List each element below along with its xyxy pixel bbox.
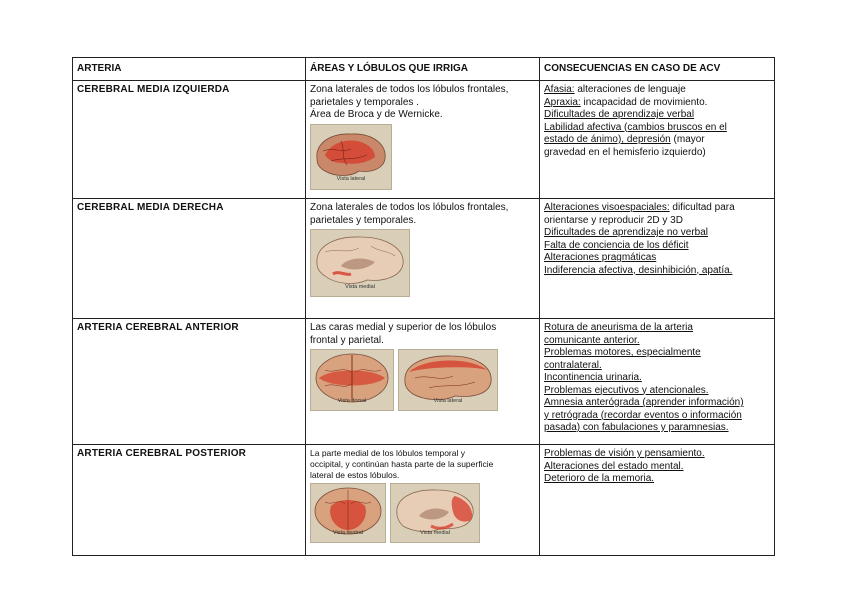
consequences-cell: Afasia: alteraciones de lenguaje Apraxia: incapacidad de movimiento. Dificultades de aprendizaje verbal Labilidad afectiva (cambios bruscos en el estado de ánimo), depresión (mayor gravedad en el hemisferio izquierdo): [540, 81, 775, 199]
consequences-cell: Alteraciones visoespaciales: dificultad para orientarse y reproducir 2D y 3D Dificultades de aprendizaje no verbal Falta de conciencia de los déficit Alteraciones pragmáticas Indiferencia afectiva, desinhibición, apatía.: [540, 199, 775, 319]
brain-medial-image: [310, 229, 410, 297]
image-caption: Vista lateral: [336, 176, 366, 182]
artery-name: ARTERIA CEREBRAL POSTERIOR: [77, 448, 247, 459]
image-caption: Vista lateral: [433, 397, 463, 404]
image-caption: Vista medial: [345, 283, 375, 290]
artery-name: ARTERIA CEREBRAL ANTERIOR: [77, 322, 239, 333]
table-row: [73, 199, 775, 319]
artery-name: CEREBRAL MEDIA IZQUIERDA: [77, 84, 230, 95]
header-arteria: ARTERIA: [73, 58, 306, 81]
table-row: [73, 319, 775, 445]
areas-cell: Las caras medial y superior de los lóbulos frontal y parietal. Vista dorsal Vista lateral: [306, 319, 540, 445]
brain-lateral-image: [398, 349, 498, 411]
brain-lateral-image: [310, 124, 392, 190]
areas-cell: Zona laterales de todos los lóbulos frontales, parietales y temporales . Área de Broca y de Wernicke. Vista lateral: [306, 81, 540, 199]
table-row: [73, 81, 775, 199]
header-row: [73, 58, 775, 81]
header-areas: ÁREAS Y LÓBULOS QUE IRRIGA: [306, 58, 540, 81]
header-consecuencias: CONSECUENCIAS EN CASO DE ACV: [540, 58, 775, 81]
table-row: [73, 445, 775, 556]
image-caption: Vista ventral: [332, 529, 364, 536]
areas-cell: La parte medial de los lóbulos temporal y occipital, y continúan hasta parte de la superficie lateral de estos lóbulos. Vista ventral Vista medial: [306, 445, 540, 556]
image-caption: Vista dorsal: [337, 397, 367, 404]
arteries-table: [72, 57, 775, 556]
areas-cell: Zona laterales de todos los lóbulos frontales, parietales y temporales. Vista medial: [306, 199, 540, 319]
artery-name: CEREBRAL MEDIA DERECHA: [77, 202, 224, 213]
consequences-cell: Rotura de aneurisma de la arteria comunicante anterior. Problemas motores, especialmente contralateral. Incontinencia urinaria. Problemas ejecutivos y atencionales. Amnesia anterógrada (aprender información) y retrógrada (recordar eventos o información pasada) con fabulaciones y paramnesias.: [540, 319, 775, 445]
image-caption: Vista medial: [420, 529, 450, 536]
brain-medial-image: [390, 483, 480, 543]
brain-ventral-image: [310, 483, 386, 543]
brain-dorsal-image: [310, 349, 394, 411]
consequences-cell: Problemas de visión y pensamiento. Alteraciones del estado mental. Deterioro de la memoria.: [540, 445, 775, 556]
